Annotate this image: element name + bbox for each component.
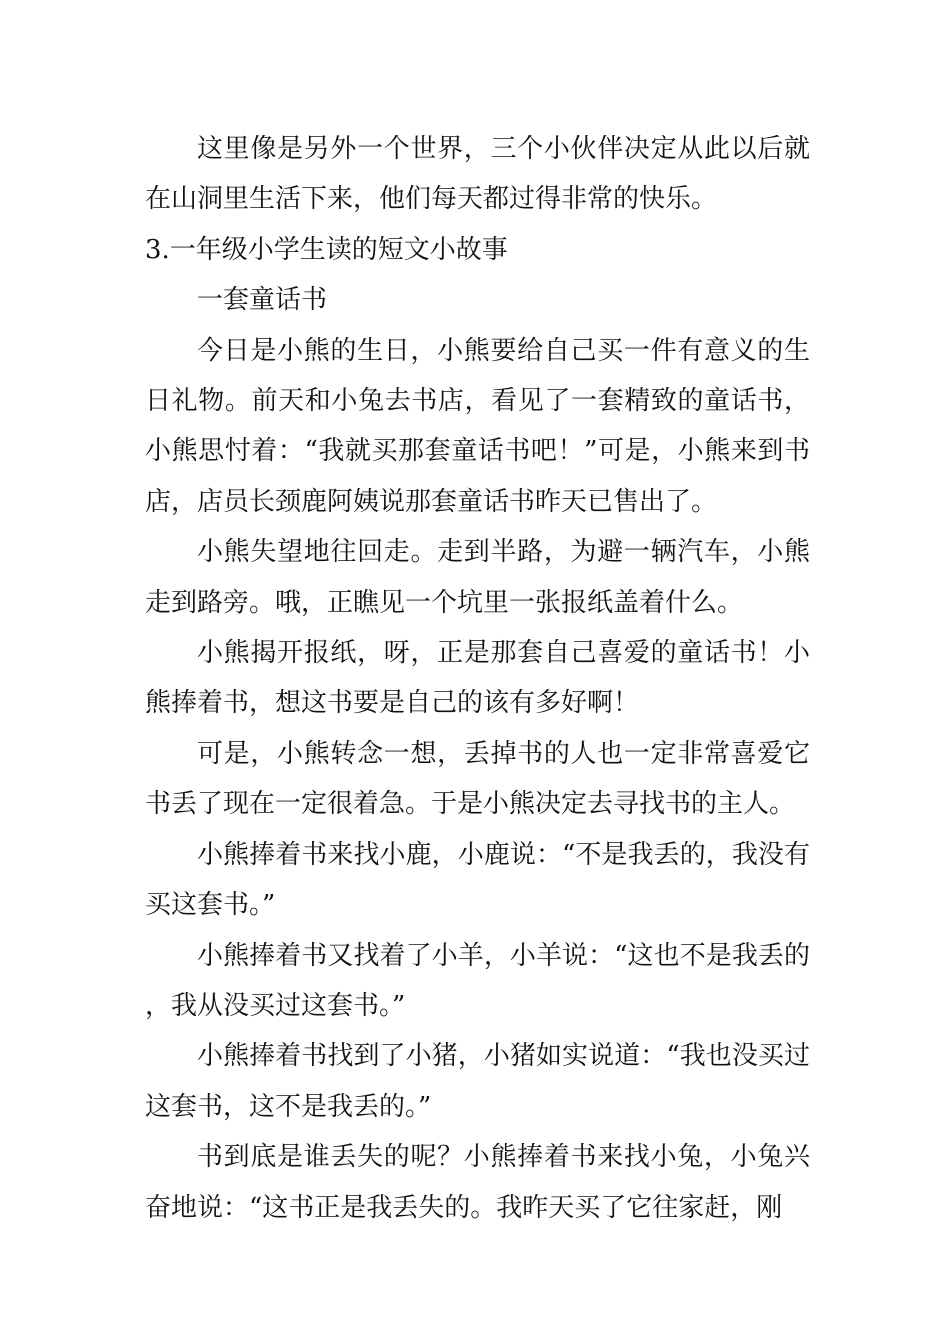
paragraph: 这里像是另外一个世界，三个小伙伴决定从此以后就在山洞里生活下来，他们每天都过得非常的快乐。 [145, 134, 810, 215]
document-body [145, 124, 810, 1233]
paragraph: 可是，小熊转念一想，丢掉书的人也一定非常喜爱它书丢了现在一定很着急。于是小熊决定去寻找书的主人。 [145, 738, 810, 820]
paragraph: 今日是小熊的生日，小熊要给自己买一件有意义的生日礼物。前天和小兔去书店，看见了一套精致的童话书，小熊思忖着：“我就买那套童话书吧！”可是，小熊来到书店，店员长颈鹿阿姨说那套童话书昨天已售出了。 [145, 335, 810, 517]
paragraph: 小熊失望地往回走。走到半路，为避一辆汽车，小熊走到路旁。哦，正瞧见一个坑里一张报纸盖着什么。 [145, 537, 810, 618]
paragraph: 小熊揭开报纸，呀，正是那套自己喜爱的童话书！小熊捧着书，想这书要是自己的该有多好啊！ [145, 638, 810, 719]
paragraph: 小熊捧着书来找小鹿，小鹿说：“不是我丢的，我没有买这套书。” [145, 839, 810, 921]
section-heading: 3.一年级小学生读的短文小故事 [145, 234, 508, 265]
paragraph: 书到底是谁丢失的呢？小熊捧着书来找小兔，小兔兴奋地说：“这书正是我丢失的。我昨天买了它往家赶，刚 [145, 1142, 810, 1223]
paragraph: 小熊捧着书又找着了小羊，小羊说：“这也不是我丢的，我从没买过这套书。” [145, 940, 810, 1021]
paragraph: 小熊捧着书找到了小猪，小猪如实说道：“我也没买过这套书，这不是我丢的。” [145, 1041, 810, 1122]
story-title: 一套童话书 [197, 285, 328, 316]
